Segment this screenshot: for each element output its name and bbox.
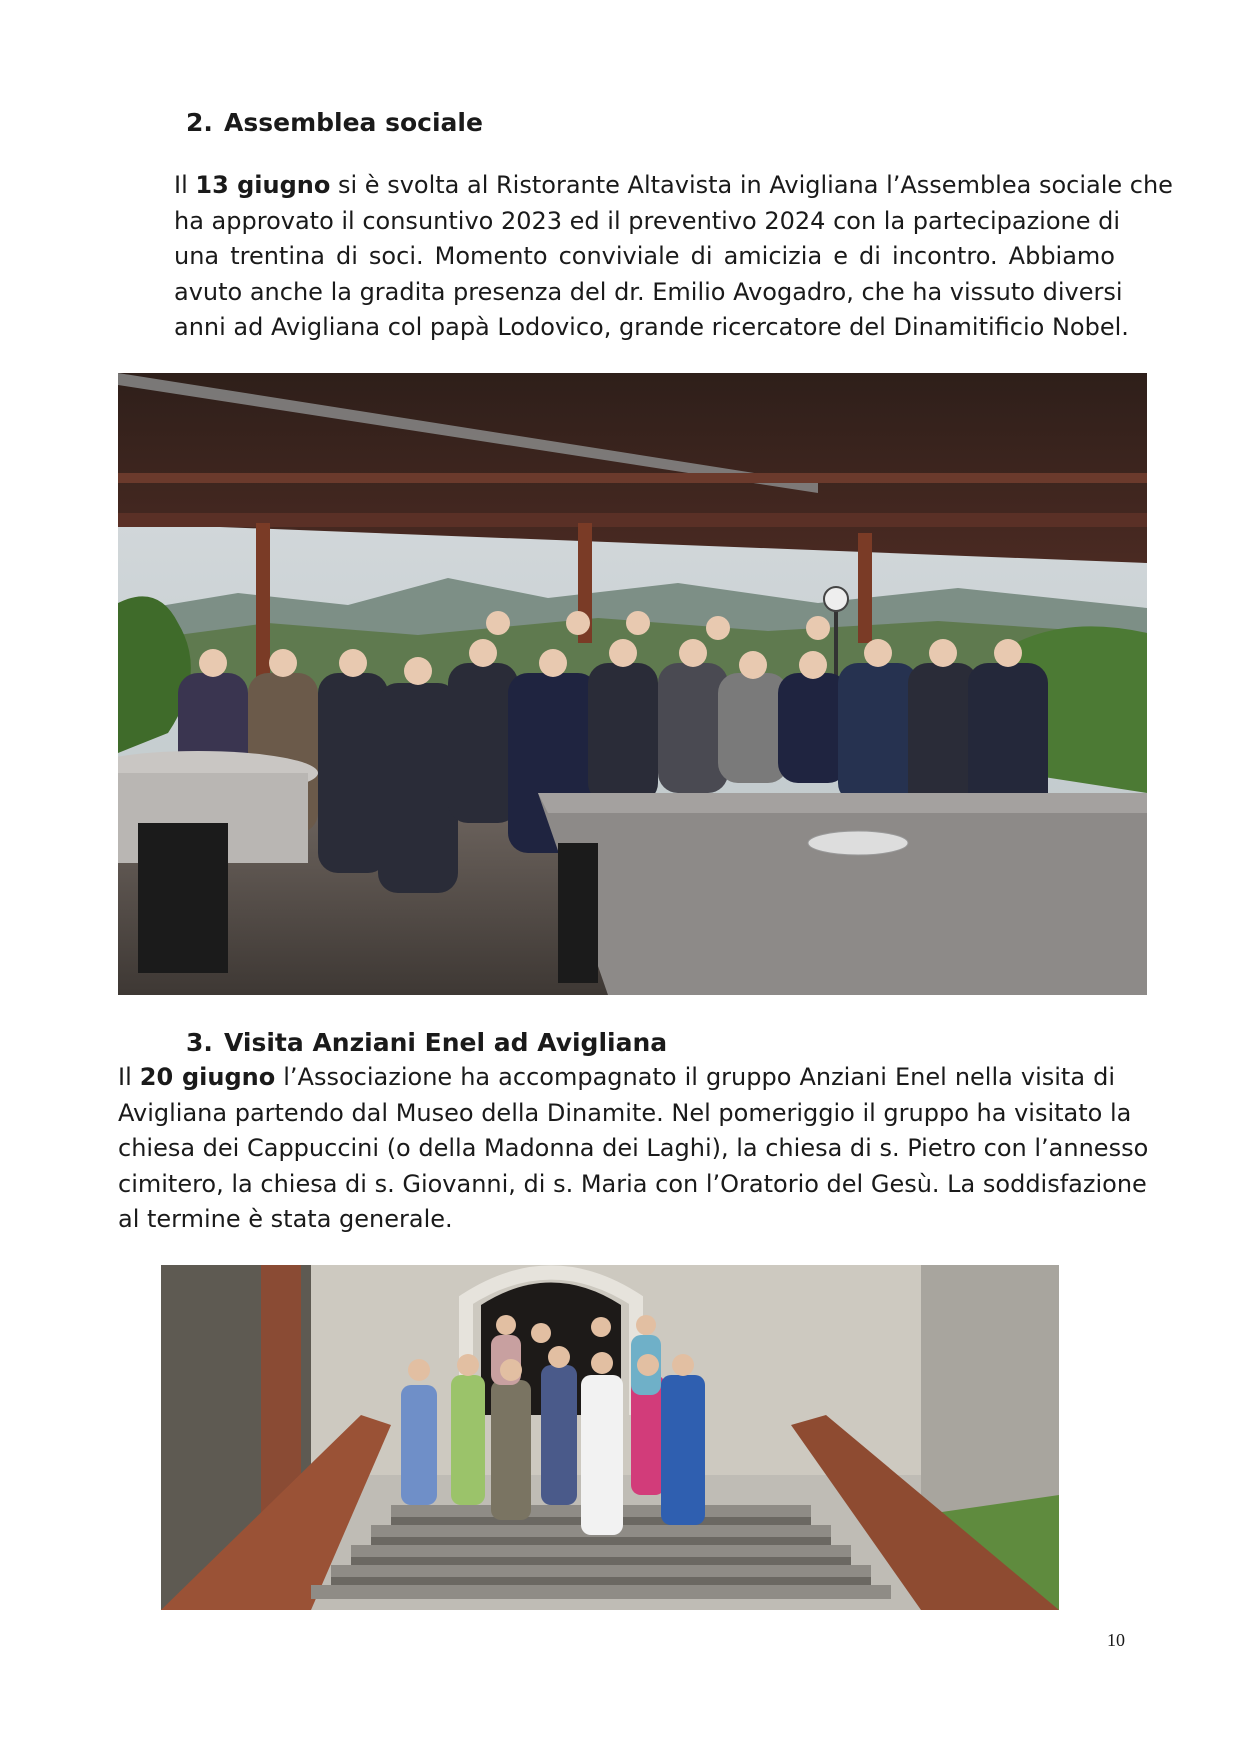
paragraph-line: Il 20 giugno l’Associazione ha accompagnato il gruppo Anziani Enel nella visita di — [118, 1063, 1116, 1091]
section-3-number: 3. — [186, 1028, 213, 1057]
date-highlight: 20 giugno — [139, 1063, 276, 1091]
section-3-title: Visita Anziani Enel ad Avigliana — [224, 1028, 668, 1057]
section-2-title: Assemblea sociale — [224, 108, 483, 137]
paragraph-line: al termine è stata generale. — [118, 1205, 453, 1233]
paragraph-line: Avigliana partendo dal Museo della Dinamite. Nel pomeriggio il gruppo ha visitato la — [118, 1098, 1132, 1127]
paragraph-line: cimitero, la chiesa di s. Giovanni, di s. Maria con l’Oratorio del Gesù. La soddisfazione — [118, 1169, 1147, 1198]
paragraph-line: una trentina di soci. Momento conviviale di amicizia e di incontro. Abbiamo — [174, 242, 1115, 270]
visit-group-photo — [161, 1265, 1059, 1610]
paragraph-line: avuto anche la gradita presenza del dr. Emilio Avogadro, che ha vissuto diversi — [174, 277, 1123, 306]
section-2-heading — [186, 108, 483, 138]
paragraph-line: anni ad Avigliana col papà Lodovico, grande ricercatore del Dinamitificio Nobel. — [174, 313, 1129, 341]
assembly-group-photo — [118, 373, 1147, 995]
section-2-number: 2. — [186, 108, 213, 137]
page-number: 10 — [1107, 1630, 1125, 1650]
paragraph-line: Il 13 giugno si è svolta al Ristorante Altavista in Avigliana l’Assemblea sociale che — [174, 171, 1173, 199]
date-highlight: 13 giugno — [195, 171, 331, 199]
section-3-heading — [186, 1028, 667, 1058]
section-2-paragraph — [174, 168, 1173, 346]
section-3-paragraph — [118, 1060, 1149, 1238]
paragraph-line: chiesa dei Cappuccini (o della Madonna dei Laghi), la chiesa di s. Pietro con l’annesso — [118, 1134, 1149, 1162]
paragraph-line: ha approvato il consuntivo 2023 ed il preventivo 2024 con la partecipazione di — [174, 206, 1121, 235]
